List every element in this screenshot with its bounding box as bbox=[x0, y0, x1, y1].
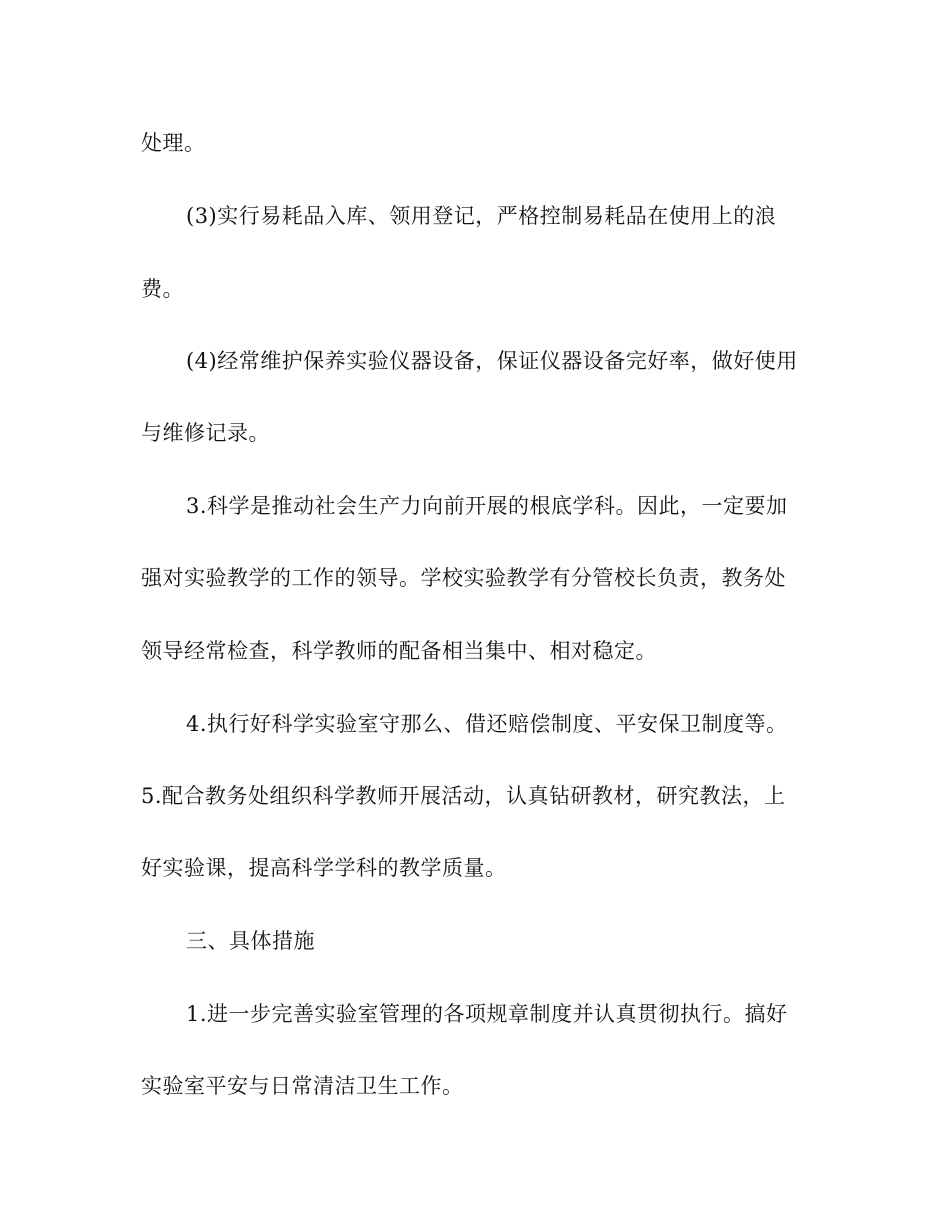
text-line: 费。 bbox=[141, 277, 184, 301]
text-line: (3)实行易耗品入库、领用登记，严格控制易耗品在使用上的浪 bbox=[186, 204, 777, 228]
text-line: 实验室平安与日常清洁卫生工作。 bbox=[141, 1074, 464, 1098]
text-line: 5.配合教务处组织科学教师开展活动，认真钻研教材，研究教法，上 bbox=[141, 784, 786, 808]
text-line: 3.科学是推动社会生产力向前开展的根底学科。因此，一定要加 bbox=[186, 494, 788, 518]
text-line: 强对实验教学的工作的领导。学校实验教学有分管校长负责，教务处 bbox=[141, 566, 786, 590]
text-line: 1.进一步完善实验室管理的各项规章制度并认真贯彻执行。搞好 bbox=[186, 1002, 788, 1026]
text-line: 好实验课，提高科学学科的教学质量。 bbox=[141, 856, 507, 880]
text-line: 4.执行好科学实验室守那么、借还赔偿制度、平安保卫制度等。 bbox=[186, 712, 788, 736]
text-line: (4)经常维护保养实验仪器设备，保证仪器设备完好率，做好使用 bbox=[186, 349, 798, 373]
section-heading: 三、具体措施 bbox=[186, 929, 315, 953]
text-line: 领导经常检查，科学教师的配备相当集中、相对稳定。 bbox=[141, 639, 657, 663]
text-line: 处理。 bbox=[141, 131, 206, 155]
text-line: 与维修记录。 bbox=[141, 421, 270, 445]
